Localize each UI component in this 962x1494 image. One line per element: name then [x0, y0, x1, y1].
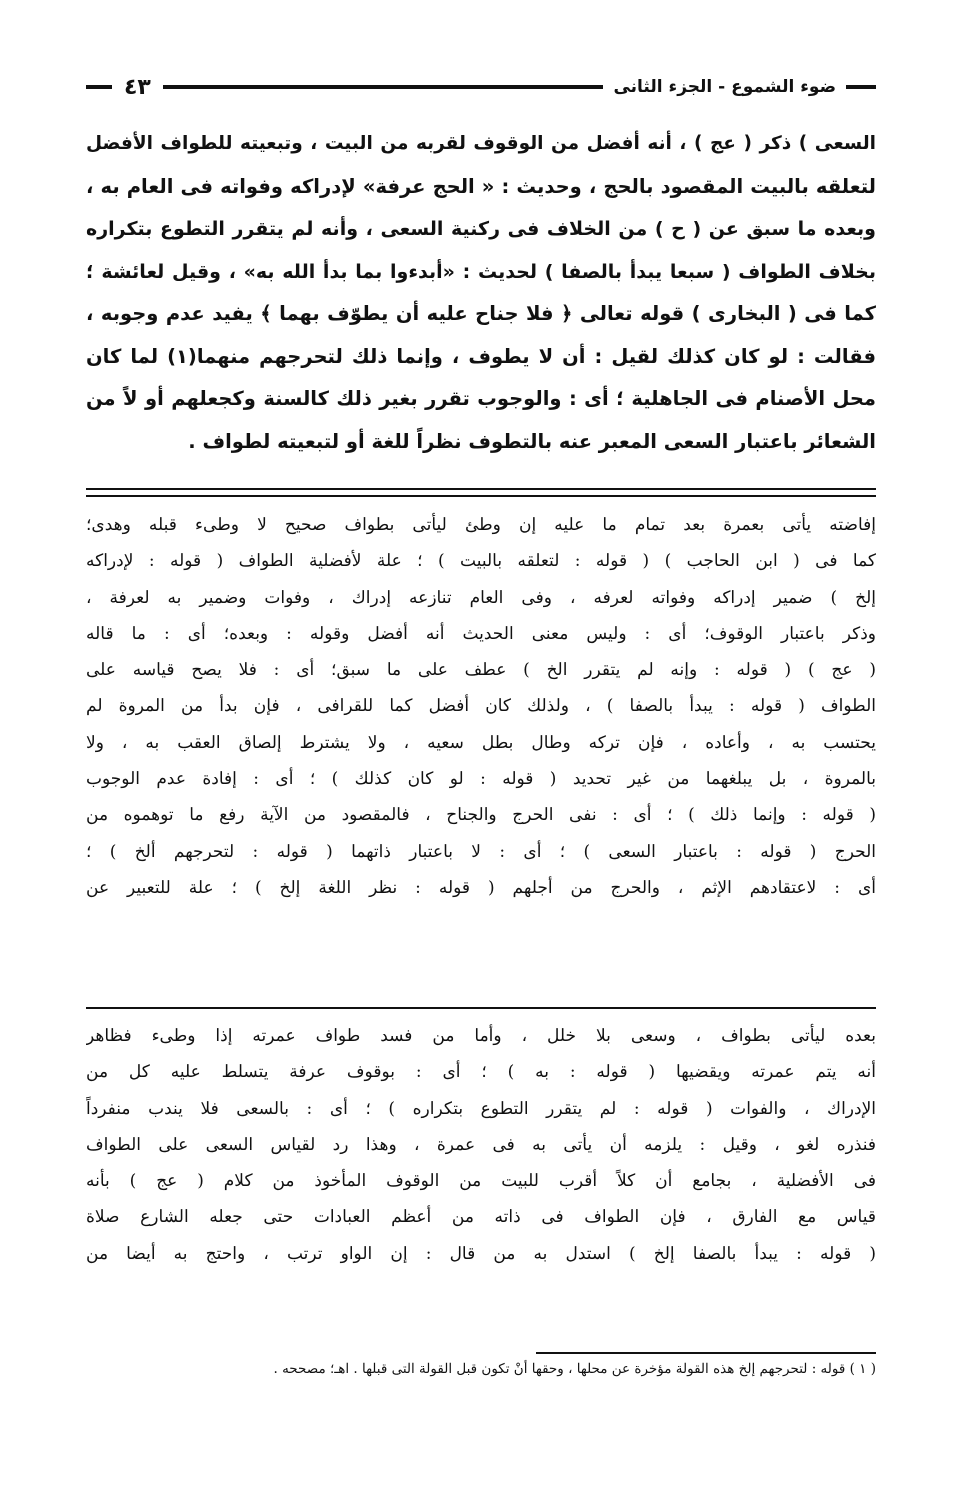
commentary-line: قياس مع الفارق ، فإن الطواف فى ذاته من أعظم العبادات حتى جعله الشارع صلاة [86, 1207, 876, 1228]
footnote-divider [536, 1352, 876, 1354]
commentary-line: أى : لاعتقادهم الإثم ، والحرج من أجلهم ( قوله : نظر اللغة إلخ ) ؛ علة للتعبير عن [86, 877, 876, 898]
main-line: لتعلقه بالبيت المقصود بالحج ، وحديث : « الحج عرفة» لإدراكه وفواته فى العام به ، [86, 174, 876, 198]
main-line: بخلاف الطواف ( سبعا يبدأ بالصفا ) لحديث : «أبدءوا بما بدأ الله به» ، وقيل لعائشة ؛ [86, 260, 876, 283]
main-line: محل الأصنام فى الجاهلية ؛ أى : والوجوب تقرر بغير ذلك كالسنة وكجعلهم أو لاً من [86, 387, 876, 410]
commentary-line: ( عج ) ( قوله : وإنه لم يتقرر الخ ) عطف على ما سبق؛ أى : فلا يصح قياسه على [86, 660, 876, 681]
commentary-line: إفاضته يأتى بعمرة بعد تمام ما عليه إن وطئ ليأتى بطواف صحيح لا وطىء قبله وهدى؛ [86, 515, 876, 535]
commentary-block-2 [86, 1018, 876, 1272]
commentary-line: فى الأفضلية ، بجامع أن كلاً أقرب للبيت من الوقوف المأخوذ من كلام ( عج ) بأنه [86, 1171, 876, 1192]
commentary-line: يحتسب به ، وأعاده ، فإن تركه وطال بطل سعيه ، ولا يشترط إلصاق العقب به ، ولا [86, 732, 876, 753]
commentary-line: الطواف ( قوله : يبدأ بالصفا ) ، ولذلك كان أفضل كما للقرافى ، فإن بدأ من المروة لم [86, 696, 876, 717]
main-line: السعى ) ذكر ( عج ) ، أنه أفضل من الوقوف لقربه من البيت ، وتبعيته للطواف الأفضل [86, 133, 876, 154]
commentary-line: ( قوله : وإنما ذلك ) ؛ أى : نفى الحرج والجناح ، فالمقصود من الآية رفع ما توهموه من [86, 805, 876, 826]
commentary-block-1 [86, 507, 876, 906]
main-line: وبعده ما سبق عن ( ح ) من الخلاف فى ركنية السعى ، وأنه لم يتقرر التطوع بتكراره [86, 218, 876, 240]
header-dash-left [86, 85, 112, 89]
main-text [86, 123, 876, 463]
section-divider [86, 1007, 876, 1009]
commentary-line: وذكر باعتبار الوقوف؛ أى : وليس معنى الحديث أنه أفضل وقوله : وبعده؛ أى : ما قاله [86, 623, 876, 644]
commentary-line: الإدراك ، والفوات ( قوله : لم يتقرر التطوع بتكراره ) ؛ أى : بالسعى فلا يندب منفرداً [86, 1098, 876, 1119]
header-rule [163, 85, 604, 89]
footnote [86, 1356, 876, 1382]
commentary-line: بالمروة ، بل يبلغهما من غير تحديد ( قوله : لو كان كذلك ) ؛ أى : إفادة عدم الوجوب [86, 769, 876, 790]
commentary-line: فنذره لغو ، وقيل : يلزمه أن يأتى به فى عمرة ، وهذا رد لقياس السعى على الطواف [86, 1134, 876, 1155]
commentary-line: بعده ليأتى بطواف ، وسعى بلا خلل ، وأما من فسد طواف عمرته إذا وطىء فظاهر [86, 1026, 876, 1046]
running-header [86, 72, 876, 102]
footnote-text: ( ١ ) قوله : لتحرجهم إلخ هذه القولة مؤخرة عن محلها ، وحقها أنْ تكون قبل القولة التى قبلها . اهـ؛ مصححه . [273, 1361, 876, 1377]
commentary-line: ( قوله : يبدأ بالصفا إلخ ) استدل به من قال : إن الواو ترتب ، واحتج به أيضا من [86, 1243, 876, 1264]
commentary-line: إلخ ) ضمير إدراكه وفواته لعرفه ، وفى العام تنازعه إدراك ، وفوات وضمير به لعرفة ، [86, 587, 876, 608]
header-dash-right [846, 85, 876, 89]
main-line: الشعائر باعتبار السعى المعبر عنه بالتطوف نظراً للغة أو لتبعيته لطواف . [188, 429, 876, 453]
commentary-line: أنه يتم عمرته ويقضيها ( قوله : به ) ؛ أى : بوقوف عرفة يتسلط عليه كل من [86, 1062, 876, 1083]
main-line: كما فى ( البخارى ) قوله تعالى ﴿ فلا جناح عليه أن يطوّف بهما ﴾ يفيد عدم وجوبه ، [86, 302, 876, 325]
running-title: ضوء الشموع - الجزء الثانى [613, 77, 836, 97]
main-line: فقالت : لو كان كذلك لقيل : أن لا يطوف ، وإنما ذلك لتحرجهم منهما(١) لما كان [86, 344, 876, 368]
double-divider [86, 488, 876, 497]
commentary-line: كما فى ( ابن الحاجب ) ( قوله : لتعلقه بالبيت ) ؛ علة لأفضلية الطواف ( قوله : لإدراكه [86, 551, 876, 572]
commentary-line: الحرج ( قوله : باعتبار السعى ) ؛ أى : لا باعتبار ذاتهما ( قوله : لتحرجهم ألخ ) ؛ [86, 841, 876, 862]
page-number: ٤٣ [124, 74, 151, 100]
